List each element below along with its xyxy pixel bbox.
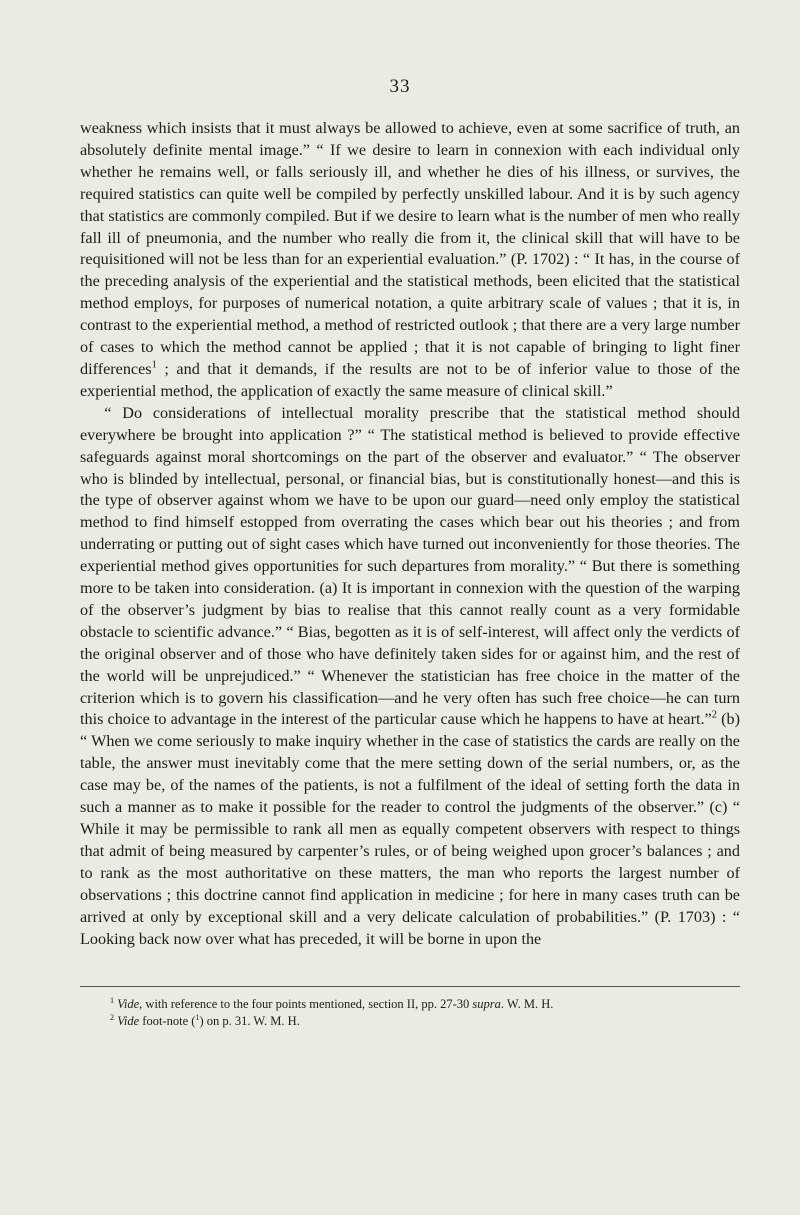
footnotes [110, 996, 740, 1030]
footnote-1-text: , with reference to the four points mentioned, section II, pp. 27-30 [139, 997, 473, 1011]
footnote-1-signature: . W. M. H. [500, 997, 554, 1011]
footnote-2-marker: 2 [110, 1012, 115, 1022]
footnote-1-vide: Vide [117, 997, 140, 1011]
paragraph-1-tail: ; and that it demands, if the results are not to be of inferior value to those of the experiential method, the application of exactly the same measure of clinical skill.” [80, 359, 740, 400]
body-text [80, 118, 740, 950]
footnote-2-text2: ) on p. 31. W. M. H. [199, 1014, 300, 1028]
footnote-1 [110, 996, 740, 1013]
paragraph-2-tail: (b) “ When we come seriously to make inquiry whether in the case of statistics the cards are really on the table, the answer must inevitably come that the mere setting down of the serial numbers, or, as the case may be, of the names of the patients, is not a fulfilment of the ideal of setting forth the data in such a manner as to make it possible for the reader to control the judgments of the observer.” (c) “ While it may be permissible to rank all men as equally competent observers with respect to things that admit of being measured by carpenter’s rules, or of being weighed upon grocer’s balances ; and to rank as the most authoritative on these matters, the man who reports the largest number of observations ; this doctrine cannot find application in medicine ; for here in many cases truth can be arrived at only by exceptional skill and a very delicate calculation of probabilities.” (P. 1703) : “ Looking back now over what has preceded, it will be borne in upon the [80, 710, 740, 948]
paragraph-2 [80, 403, 740, 951]
footnote-2-ref: 1 [195, 1012, 200, 1022]
paragraph-1 [80, 118, 740, 403]
footnote-2-vide: Vide [117, 1014, 140, 1028]
footnote-divider [80, 986, 740, 987]
page-number: 33 [389, 76, 411, 97]
paragraph-2-text: “ Do considerations of intellectual morality prescribe that the statistical method should everywhere be brought into application ?” “ The statistical method is believed to provide effective safeguards against moral shortcomings on the part of the observer and evaluator.” “ The observer who is blinded by intellectual, personal, or financial bias, but is constitutionally honest—and this is the type of observer against whom we have to be upon our guard—need only employ the statistical method to find himself estopped from overrating the cases which bear out his theories ; and from underrating or putting out of sight cases which have turned out inconveniently for those theories. The experiential method gives opportunities for such departures from morality.” “ But there is something more to be taken into consideration. (a) It is important in connexion with the question of the warping of the observer’s judgment by bias to realise that this cannot really count as a very formidable obstacle to scientific advance.” “ Bias, begotten as it is of self-interest, will affect only the verdicts of the original observer and of those who have definitely taken sides for or against him, and the rest of the world will be unprejudiced.” “ Whenever the statistician has free choice in the matter of the criterion which is to govern his classification—and he very often has such free choice—he can turn this choice to advantage in the interest of the particular cause which he happens to have at heart.” [80, 403, 740, 729]
footnote-1-marker: 1 [110, 995, 115, 1005]
footnote-1-supra: supra [472, 997, 501, 1011]
paragraph-1-text: weakness which insists that it must always be allowed to achieve, even at some sacrifice of truth, an absolutely definite mental image.” “ If we desire to learn in connexion with each individual only whether he remains well, or falls seriously ill, and whether he dies of his illness, or survives, the required statistics can quite well be compiled by perfectly unskilled labour. And it is by such agency that statistics are commonly compiled. But if we desire to learn what is the number of men who really fall ill of pneumonia, and the number who really die from it, the clinical skill that will have to be requisitioned will not be less than for an experiential evaluation.” (P. 1702) : “ It has, in the course of the preceding analysis of the experiential and the statistical methods, been elicited that the statistical method employs, for purposes of numerical notation, a quite arbitrary scale of values ; that it is, in contrast to the experiential method, a method of restricted outlook ; that there are a very large number of cases to which the method cannot be applied ; that it is not capable of bringing to light finer differences [80, 119, 740, 378]
footnote-ref-2: 2 [711, 710, 717, 722]
footnote-2 [110, 1013, 740, 1030]
footnote-ref-1: 1 [151, 359, 157, 371]
footnote-2-text: foot-note ( [139, 1014, 196, 1028]
